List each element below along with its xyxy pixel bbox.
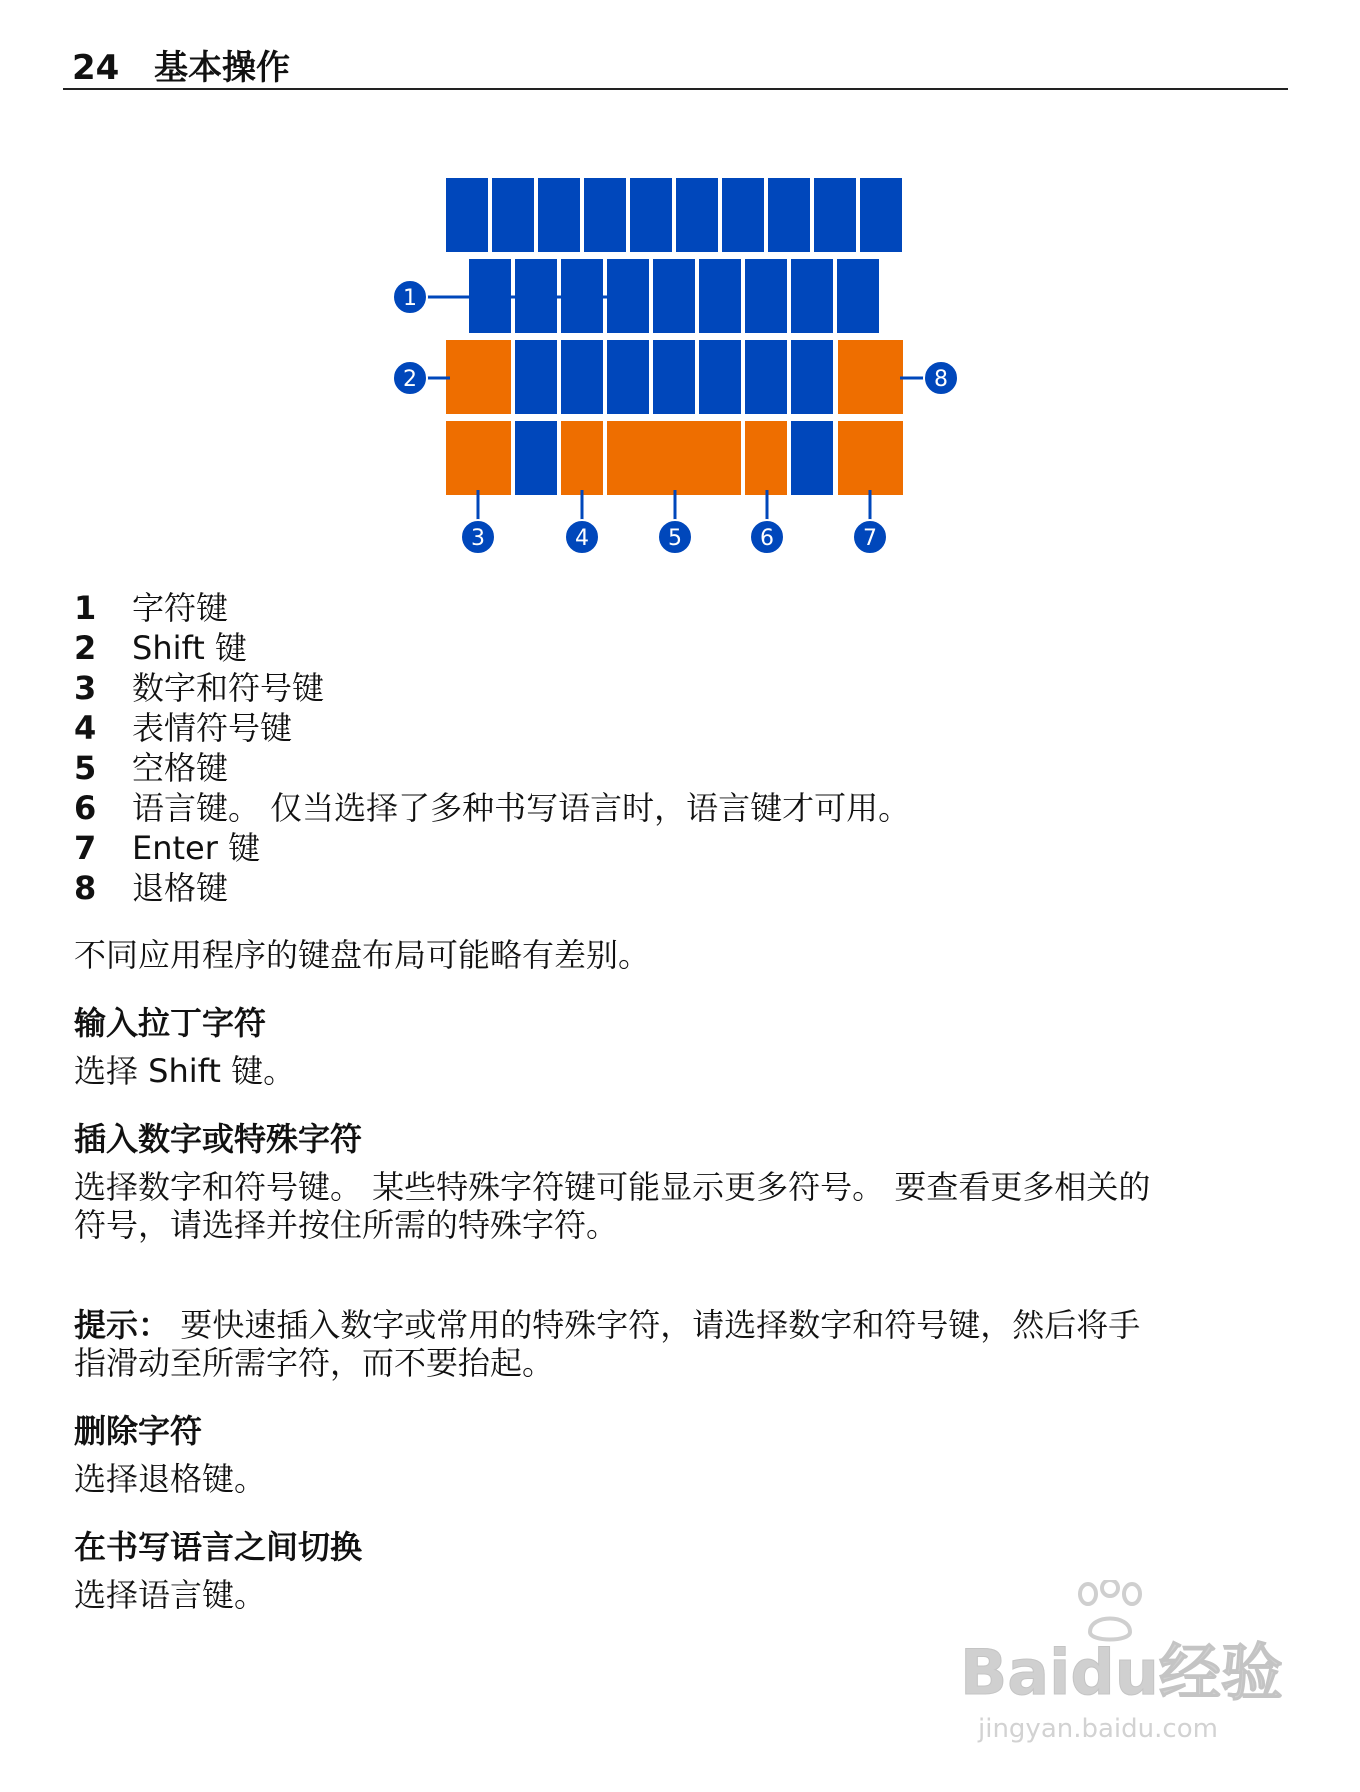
legend-number: 3 [74, 669, 97, 707]
section-body-latin: 选择 Shift 键。 [74, 1052, 296, 1090]
language-key [745, 421, 787, 495]
key-row1 [630, 178, 672, 252]
emoji-key [561, 421, 603, 495]
callout-8 [924, 361, 958, 395]
enter-key [838, 421, 903, 495]
section-heading-language: 在书写语言之间切换 [74, 1528, 363, 1566]
key-row3 [607, 340, 649, 414]
key-row3 [515, 340, 557, 414]
callout-4 [565, 520, 599, 554]
tip-line-1 [74, 1306, 1294, 1345]
key-row3 [561, 340, 603, 414]
key-row1 [860, 178, 902, 252]
legend-number: 4 [74, 709, 97, 747]
key-row2 [837, 259, 879, 333]
section-body-special-1: 选择数字和符号键。 某些特殊字符键可能显示更多符号。 要查看更多相关的 [74, 1168, 1151, 1206]
page-number: 24 [72, 48, 120, 88]
callout-number: 1 [403, 286, 417, 311]
key-row1 [584, 178, 626, 252]
key-row3 [653, 340, 695, 414]
key-row1 [768, 178, 810, 252]
legend-number: 8 [74, 869, 97, 907]
legend-number: 1 [74, 589, 97, 627]
legend-number: 7 [74, 829, 97, 867]
callout-3 [461, 520, 495, 554]
legend-text: 数字和符号键 [132, 669, 325, 707]
section-body-special-2: 符号，请选择并按住所需的特殊字符。 [74, 1206, 619, 1244]
key-row1 [722, 178, 764, 252]
key-row1 [676, 178, 718, 252]
section-heading-special: 插入数字或特殊字符 [74, 1120, 363, 1158]
section-heading-latin: 输入拉丁字符 [74, 1004, 267, 1042]
legend-text: 表情符号键 [132, 709, 293, 747]
section-heading-delete: 删除字符 [74, 1412, 203, 1450]
legend-text: Enter 键 [132, 829, 261, 867]
callout-7 [853, 520, 887, 554]
tip-text-1: 要快速插入数字或常用的特殊字符，请选择数字和符号键，然后将手 [180, 1306, 1141, 1344]
key-row2 [653, 259, 695, 333]
legend-text: 字符键 [132, 589, 229, 627]
watermark-logo: Baidu经验 [960, 1636, 1283, 1709]
section-body-language: 选择语言键。 [74, 1576, 267, 1614]
key-row2 [745, 259, 787, 333]
section-body-delete: 选择退格键。 [74, 1460, 267, 1498]
tip-label: 提示： [74, 1306, 171, 1344]
legend-text: 退格键 [132, 869, 229, 907]
callout-number: 3 [471, 526, 485, 551]
callout-number: 6 [760, 526, 774, 551]
key-row3 [745, 340, 787, 414]
layout-note: 不同应用程序的键盘布局可能略有差别。 [74, 936, 651, 974]
key-row1 [446, 178, 488, 252]
key-row3 [699, 340, 741, 414]
legend-number: 2 [74, 629, 97, 667]
callout-number: 2 [403, 367, 417, 392]
callout-number: 8 [934, 367, 948, 392]
space-key [607, 421, 741, 495]
tip-line-2: 指滑动至所需字符，而不要抬起。 [74, 1344, 555, 1382]
key-row3 [791, 340, 833, 414]
page-title: 基本操作 [154, 48, 290, 88]
number-symbol-key [446, 421, 511, 495]
baidu-watermark [960, 1580, 1290, 1760]
legend-text: 语言键。 仅当选择了多种书写语言时，语言键才可用。 [132, 789, 911, 827]
callout-number: 4 [575, 526, 589, 551]
key-row4 [791, 421, 833, 495]
backspace-key [838, 340, 903, 414]
legend-number: 5 [74, 749, 97, 787]
watermark-url: jingyan.baidu.com [978, 1714, 1218, 1744]
key-row1 [538, 178, 580, 252]
key-row1 [492, 178, 534, 252]
legend-text: 空格键 [132, 749, 229, 787]
keyboard-diagram [0, 0, 1360, 580]
key-row4 [515, 421, 557, 495]
callout-2 [393, 361, 427, 395]
callout-6 [750, 520, 784, 554]
key-row2 [791, 259, 833, 333]
keyboard-keys [446, 178, 903, 495]
key-row1 [814, 178, 856, 252]
callout-number: 5 [668, 526, 682, 551]
legend-number: 6 [74, 789, 97, 827]
callout-1 [393, 280, 427, 314]
callout-number: 7 [863, 526, 877, 551]
legend-text: Shift 键 [132, 629, 247, 667]
key-row2 [699, 259, 741, 333]
shift-key [446, 340, 511, 414]
callout-5 [658, 520, 692, 554]
